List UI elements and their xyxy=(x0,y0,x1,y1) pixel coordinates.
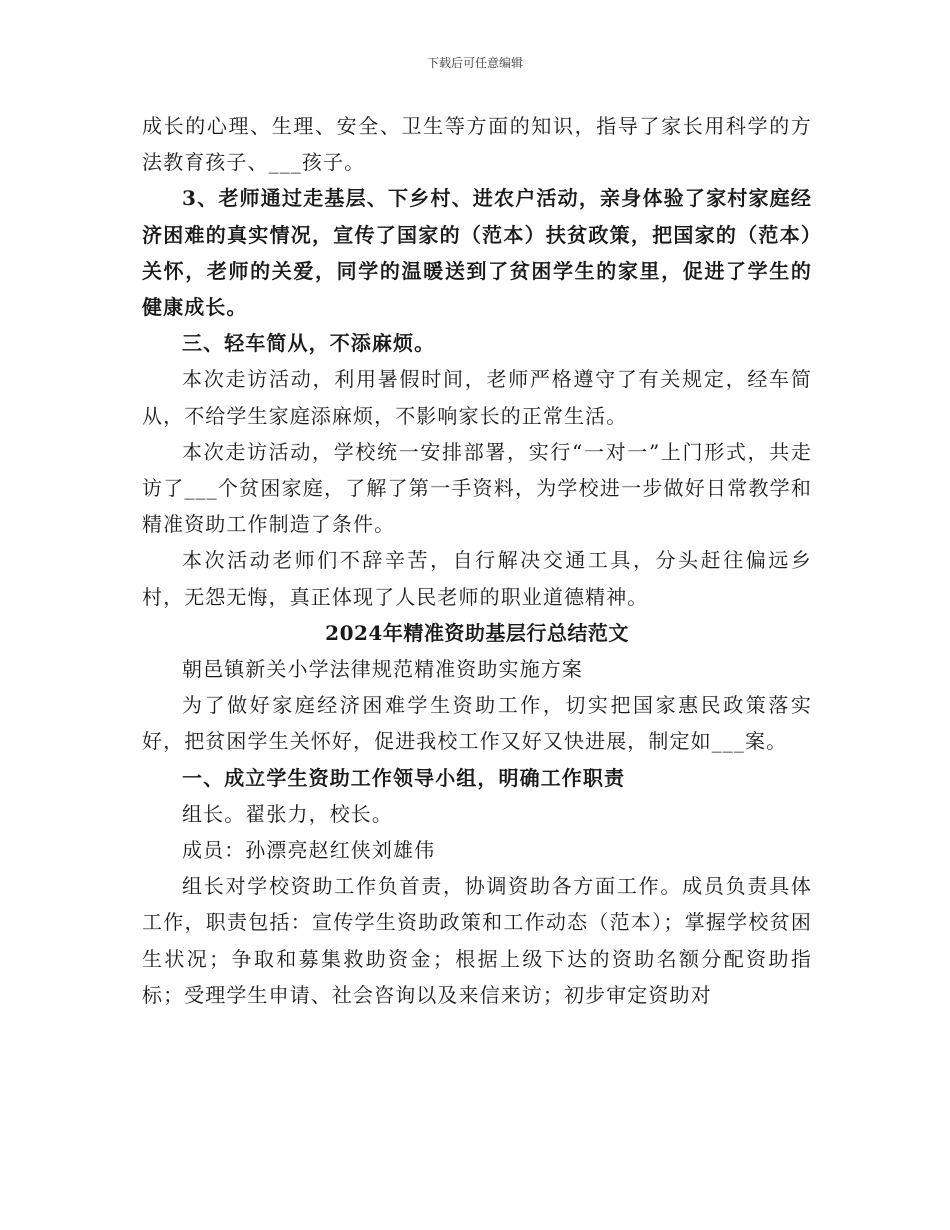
section-title: 2024年精准资助基层行总结范文 xyxy=(325,620,629,645)
paragraph-item-3: 3、老师通过走基层、下乡村、进农户活动，亲身体验了家村家庭经济困难的真实情况，宣传了国家的（范本）扶贫政策，把国家的（范本）关怀，老师的关爱，同学的温暖送到了贫困学生的家里，促进了学生的健康成长。 xyxy=(142,186,812,320)
paragraph-visit-arrangement: 本次走访活动，学校统一安排部署，实行“一对一”上门形式，共走访了___个贫困家庭，了解了第一手资料，为学校进一步做好日常教学和精准资助工作制造了条件。 xyxy=(142,439,812,537)
paragraph-purpose: 为了做好家庭经济困难学生资助工作，切实把国家惠民政策落实好，把贫困学生关怀好，促进我校工作又好又快进展，制定如___案。 xyxy=(142,693,812,754)
heading-section-1: 一、成立学生资助工作领导小组，明确工作职责 xyxy=(182,765,626,790)
paragraph-leader: 组长。翟张力，校长。 xyxy=(182,801,393,826)
paragraph-plan-name: 朝邑镇新关小学法律规范精准资助实施方案 xyxy=(182,657,583,682)
paragraph-teacher-spirit: 本次活动老师们不辞辛苦，自行解决交通工具，分头赶往偏远乡村，无怨无悔，真正体现了人民老师的职业道德精神。 xyxy=(142,548,812,609)
paragraph-visit-rules: 本次走访活动，利用暑假时间，老师严格遵守了有关规定，经车简从，不给学生家庭添麻烦，不影响家长的正常生活。 xyxy=(142,367,812,428)
document-body xyxy=(142,108,812,1013)
heading-section-3: 三、轻车简从，不添麻烦。 xyxy=(182,331,436,356)
page-header: 下载后可任意编辑 xyxy=(426,56,523,70)
paragraph-members: 成员：孙漂亮赵红侠刘雄伟 xyxy=(182,838,436,863)
paragraph-continuation: 成长的心理、生理、安全、卫生等方面的知识，指导了家长用科学的方法教育孩子、___孩子。 xyxy=(142,114,812,175)
paragraph-responsibilities: 组长对学校资助工作负首责，协调资助各方面工作。成员负责具体工作，职责包括：宣传学生资助政策和工作动态（范本）；掌握学校贫困生状况；争取和募集救助资金；根据上级下达的资助名额分配资助指标；受理学生申请、社会咨询以及来信来访；初步审定资助对 xyxy=(142,874,812,1007)
